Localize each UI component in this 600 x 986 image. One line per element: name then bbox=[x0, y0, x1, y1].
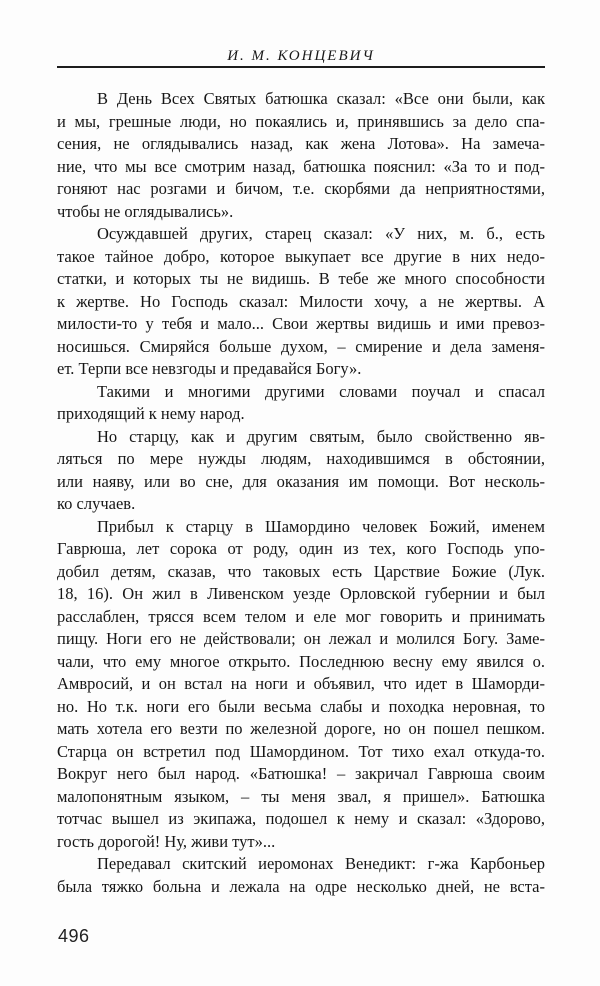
text-line: Амвросий, и он встал на ноги и объявил, что идет в Шаморди- bbox=[57, 674, 545, 693]
text-line: ние, что мы все смотрим назад, батюшка пояснил: «За то и под- bbox=[57, 156, 545, 176]
paragraph bbox=[57, 853, 545, 898]
text-line: чали, что ему многое открыто. Последнюю весну ему явился о. bbox=[57, 651, 545, 671]
text-line: ет. Терпи все невзгоды и предавайся Богу». bbox=[57, 359, 362, 378]
text-line: ляться по мере нужды людям, находившимся в обстоянии, bbox=[57, 449, 545, 468]
text-line: Гаврюша, лет сорока от роду, один из тех, кого Господь упо- bbox=[57, 539, 545, 558]
text-line: 18, 16). Он жил в Ливенском уезде Орловской губернии и был bbox=[57, 584, 545, 603]
page-header bbox=[57, 47, 545, 68]
text-line: к жертве. Но Господь сказал: Милости хочу, а не жертвы. А bbox=[57, 291, 545, 311]
text-line: В День Всех Святых батюшка сказал: «Все они были, как bbox=[97, 89, 545, 108]
text-line: ко случаев. bbox=[57, 494, 136, 513]
paragraph bbox=[57, 516, 545, 854]
text-line: сения, не оглядывались назад, как жена Лотова». На замеча- bbox=[57, 134, 545, 153]
text-line: носишься. Смиряйся больше духом, – смирение и дела заменя- bbox=[57, 336, 545, 356]
text-line: Прибыл к старцу в Шамордино человек Божий, именем bbox=[97, 516, 545, 536]
text-line: милости-то у тебя и мало... Свои жертвы видишь и ими превоз- bbox=[57, 314, 545, 333]
text-line: гоняют нас розгами и бичом, т.е. скорбями да неприятностями, bbox=[57, 179, 545, 198]
text-line: пищу. Ноги его не действовали; он лежал и молился Богу. Заме- bbox=[57, 629, 545, 648]
text-line: Но старцу, как и другим святым, было свойственно яв- bbox=[97, 426, 545, 446]
paragraph bbox=[57, 223, 545, 381]
text-line: Передавал скитский иеромонах Венедикт: г-жа Карбоньер bbox=[97, 854, 545, 873]
text-line: Старца он встретил под Шамордином. Тот тихо ехал откуда-то. bbox=[57, 741, 545, 761]
text-line: чтобы не оглядывались». bbox=[57, 201, 234, 221]
running-head-author: И. М. КОНЦЕВИЧ bbox=[227, 48, 375, 64]
text-line: но. Но т.к. ноги его были весьма слабы и походка неровная, то bbox=[57, 696, 545, 716]
page-body bbox=[57, 88, 545, 898]
text-line: добил детям, сказав, что таковых есть Царствие Божие (Лук. bbox=[57, 561, 545, 581]
text-line: тотчас вышел из экипажа, подошел к нему и сказал: «Здорово, bbox=[57, 809, 545, 828]
text-line: расслаблен, трясся всем телом и еле мог говорить и принимать bbox=[57, 606, 545, 626]
text-line: гость дорогой! Ну, живи тут»... bbox=[57, 831, 276, 851]
paragraph bbox=[57, 88, 545, 223]
text-line: малопонятным языком, – ты меня звал, я пришел». Батюшка bbox=[57, 786, 545, 806]
text-line: приходящий к нему народ. bbox=[57, 404, 245, 423]
text-line: и мы, грешные люди, но покаялись и, принявшись за дело спа- bbox=[57, 111, 545, 131]
text-line: Осуждавшей других, старец сказал: «У них, м. б., есть bbox=[97, 224, 545, 243]
page-number: 496 bbox=[58, 926, 90, 946]
paragraph bbox=[57, 381, 545, 426]
text-line: была тяжко больна и лежала на одре несколько дней, не вста- bbox=[57, 876, 545, 896]
text-line: Такими и многими другими словами поучал и спасал bbox=[97, 381, 545, 401]
text-line: или наяву, или во сне, для оказания им помощи. Вот несколь- bbox=[57, 471, 545, 491]
text-line: статки, и которых ты не видишь. В тебе же много способности bbox=[57, 269, 545, 288]
text-line: такое тайное добро, которое выкупает все другие в них недо- bbox=[57, 246, 545, 266]
paragraph bbox=[57, 426, 545, 516]
text-line: мать хотела его везти по железной дороге, но он пошел пешком. bbox=[57, 719, 545, 738]
text-line: Вокруг него был народ. «Батюшка! – закричал Гаврюша своим bbox=[57, 764, 545, 783]
